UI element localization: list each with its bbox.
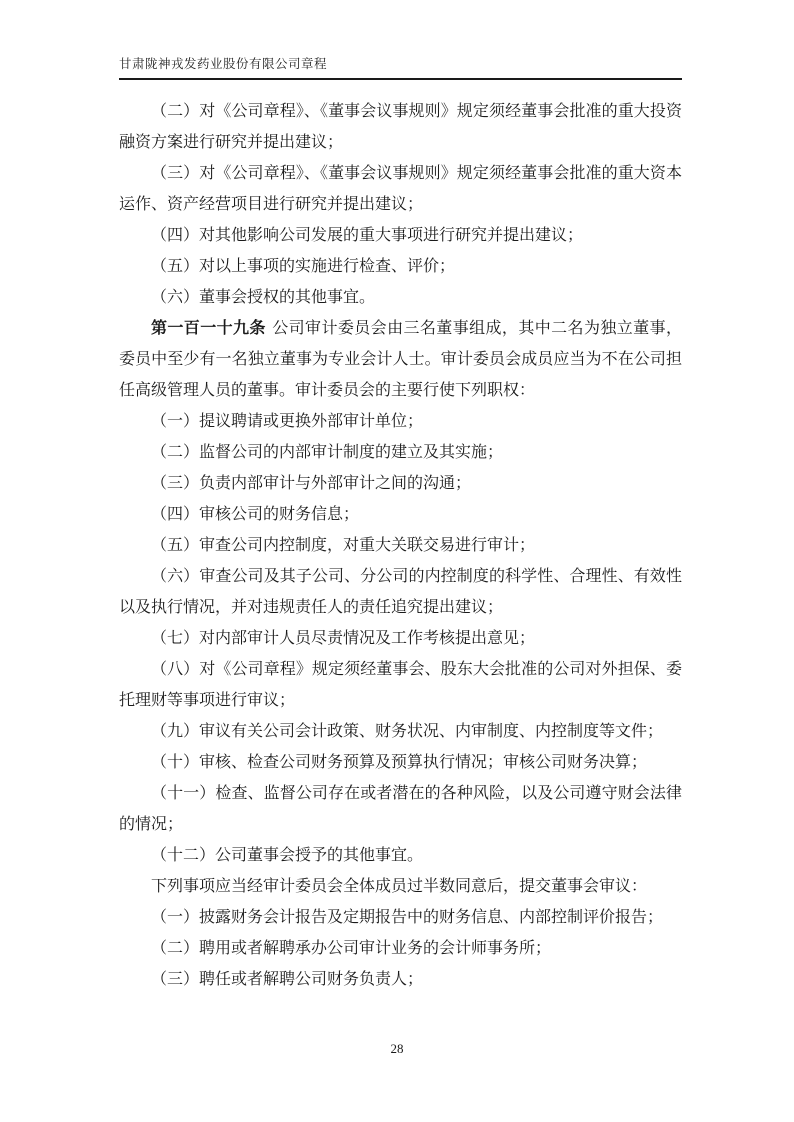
paragraph: （一）披露财务会计报告及定期报告中的财务信息、内部控制评价报告；	[151, 909, 664, 926]
paragraph: （十）审核、检查公司财务预算及预算执行情况；审核公司财务决算；	[151, 754, 648, 771]
paragraph: （二）对《公司章程》、《董事会议事规则》规定须经董事会批准的重大投资融资方案进行研究并提出建议；	[119, 103, 682, 151]
paragraph: （二）聘用或者解聘承办公司审计业务的会计师事务所；	[151, 940, 552, 957]
page-header	[119, 54, 682, 80]
paragraph: （六）审查公司及其子公司、分公司的内控制度的科学性、合理性、有效性以及执行情况，并对违规责任人的责任追究提出建议；	[119, 568, 682, 616]
page-footer	[0, 1040, 794, 1058]
paragraph: （四）对其他影响公司发展的重大事项进行研究并提出建议；	[151, 227, 584, 244]
header-title: 甘肃陇神戎发药业股份有限公司章程	[119, 57, 328, 71]
page-number: 28	[390, 1041, 404, 1056]
paragraph: （三）对《公司章程》、《董事会议事规则》规定须经董事会批准的重大资本运作、资产经营项目进行研究并提出建议；	[119, 165, 682, 213]
paragraph: （三）负责内部审计与外部审计之间的沟通；	[151, 475, 472, 492]
paragraph: （九）审议有关公司会计政策、财务状况、内审制度、内控制度等文件；	[151, 723, 664, 740]
document-body	[119, 96, 682, 995]
paragraph: （六）董事会授权的其他事宜。	[151, 289, 376, 306]
paragraph: （十二）公司董事会授予的其他事宜。	[151, 847, 424, 864]
paragraph: （五）审查公司内控制度，对重大关联交易进行审计；	[151, 537, 536, 554]
paragraph: （十一）检查、监督公司存在或者潜在的各种风险，以及公司遵守财会法律的情况；	[119, 785, 682, 833]
paragraph: （一）提议聘请或更换外部审计单位；	[151, 413, 424, 430]
paragraph: （二）监督公司的内部审计制度的建立及其实施；	[151, 444, 504, 461]
paragraph: （三）聘任或者解聘公司财务负责人；	[151, 971, 424, 988]
clause-number: 第一百一十九条	[151, 320, 266, 337]
paragraph: （五）对以上事项的实施进行检查、评价；	[151, 258, 456, 275]
paragraph: 第一百一十九条 公司审计委员会由三名董事组成，其中二名为独立董事，委员中至少有一名独立董事为专业会计人士。审计委员会成员应当为不在公司担任高级管理人员的董事。审计委员会的主要行使下列职权：	[119, 320, 682, 399]
paragraph: （八）对《公司章程》规定须经董事会、股东大会批准的公司对外担保、委托理财等事项进行审议；	[119, 661, 682, 709]
paragraph: （七）对内部审计人员尽责情况及工作考核提出意见；	[151, 630, 536, 647]
paragraph: （四）审核公司的财务信息；	[151, 506, 360, 523]
paragraph: 下列事项应当经审计委员会全体成员过半数同意后，提交董事会审议：	[151, 878, 648, 895]
